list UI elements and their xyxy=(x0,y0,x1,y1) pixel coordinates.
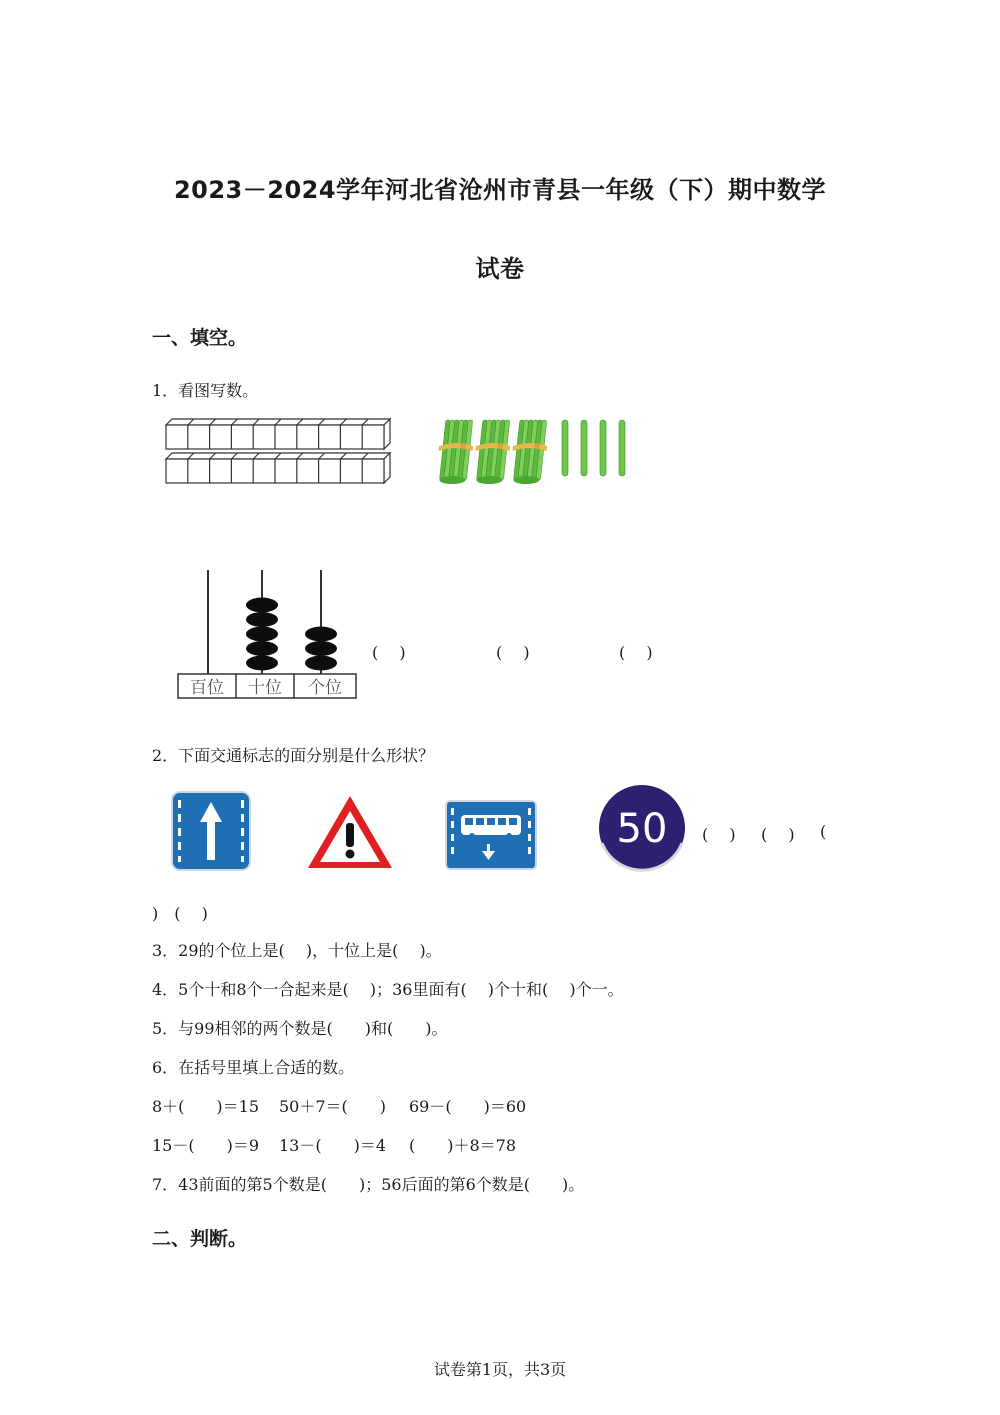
abacus-bead xyxy=(246,598,278,613)
question-3-text: 3．29的个位上是( )，十位上是( )。 xyxy=(152,941,442,960)
question-2-text: 2．下面交通标志的面分别是什么形状？ xyxy=(152,746,435,765)
stick-bundle-3 xyxy=(509,420,550,484)
page-footer: 试卷第1页，共3页 xyxy=(433,1360,567,1379)
abacus-label-ones: 个位 xyxy=(308,678,342,698)
abacus-figure xyxy=(172,566,362,702)
stick-bundle-2 xyxy=(472,420,513,484)
question-6-text: 6．在括号里填上合适的数。 xyxy=(152,1058,355,1077)
single-stick xyxy=(562,420,568,476)
stick-bundles-figure xyxy=(438,414,638,486)
abacus-bead xyxy=(246,627,278,642)
question-7-text: 7．43前面的第5个数是( )；56后面的第6个数是( )。 xyxy=(152,1175,585,1194)
section-fill-heading: 一、填空。 xyxy=(152,327,248,349)
abacus-bead xyxy=(246,641,278,656)
q6-equation-3: 69－( )＝60 xyxy=(409,1097,527,1116)
cube-rods-figure xyxy=(164,417,394,487)
question-1-text: 1．看图写数。 xyxy=(152,381,259,400)
single-stick xyxy=(600,420,606,476)
abacus-bead xyxy=(305,627,337,642)
q2-answer-blank-3-end-and-4[interactable]: ) ( ) xyxy=(152,904,208,923)
question-4-text: 4．5个十和8个一合起来是( )；36里面有( )个十和( )个一。 xyxy=(152,980,624,999)
cube-rod-2 xyxy=(166,453,390,483)
speed-limit-value: 50 xyxy=(616,806,668,852)
cube-rod-1 xyxy=(166,419,390,449)
abacus-label-tens: 十位 xyxy=(248,678,282,698)
title-line-1: 2023－2024学年河北省沧州市青县一年级（下）期中数学 xyxy=(173,176,827,204)
q2-answer-blank-3-start[interactable]: ( xyxy=(820,822,827,841)
single-stick xyxy=(619,420,625,476)
q6-equation-5: 13－( )＝4 xyxy=(279,1136,387,1155)
abacus-bead xyxy=(246,656,278,671)
q2-answer-blank-2[interactable]: ( ) xyxy=(761,825,795,844)
straight-arrow-sign-icon xyxy=(170,790,252,872)
abacus-bead xyxy=(246,612,278,627)
warning-triangle-sign-icon xyxy=(305,793,395,871)
bus-lane-sign-icon xyxy=(445,800,537,870)
q6-equation-6: ( )＋8＝78 xyxy=(409,1136,517,1155)
q2-answer-blank-1[interactable]: ( ) xyxy=(702,825,736,844)
q6-equation-1: 8＋( )＝15 xyxy=(152,1097,260,1116)
q6-equation-4: 15－( )＝9 xyxy=(152,1136,260,1155)
section-judge-heading: 二、判断。 xyxy=(152,1228,248,1250)
q1-answer-blank-2[interactable]: ( ) xyxy=(496,643,530,662)
q6-equation-2: 50＋7＝( ) xyxy=(279,1097,387,1116)
abacus-label-hundreds: 百位 xyxy=(190,678,224,698)
q1-answer-blank-3[interactable]: ( ) xyxy=(619,643,653,662)
abacus-bead xyxy=(305,641,337,656)
speed-limit-sign-icon xyxy=(596,783,688,873)
q1-answer-blank-1[interactable]: ( ) xyxy=(372,643,406,662)
abacus-bead xyxy=(305,656,337,671)
stick-bundle-1 xyxy=(438,420,476,484)
question-5-text: 5．与99相邻的两个数是( )和( )。 xyxy=(152,1019,448,1038)
single-stick xyxy=(581,420,587,476)
title-line-2: 试卷 xyxy=(475,255,525,283)
